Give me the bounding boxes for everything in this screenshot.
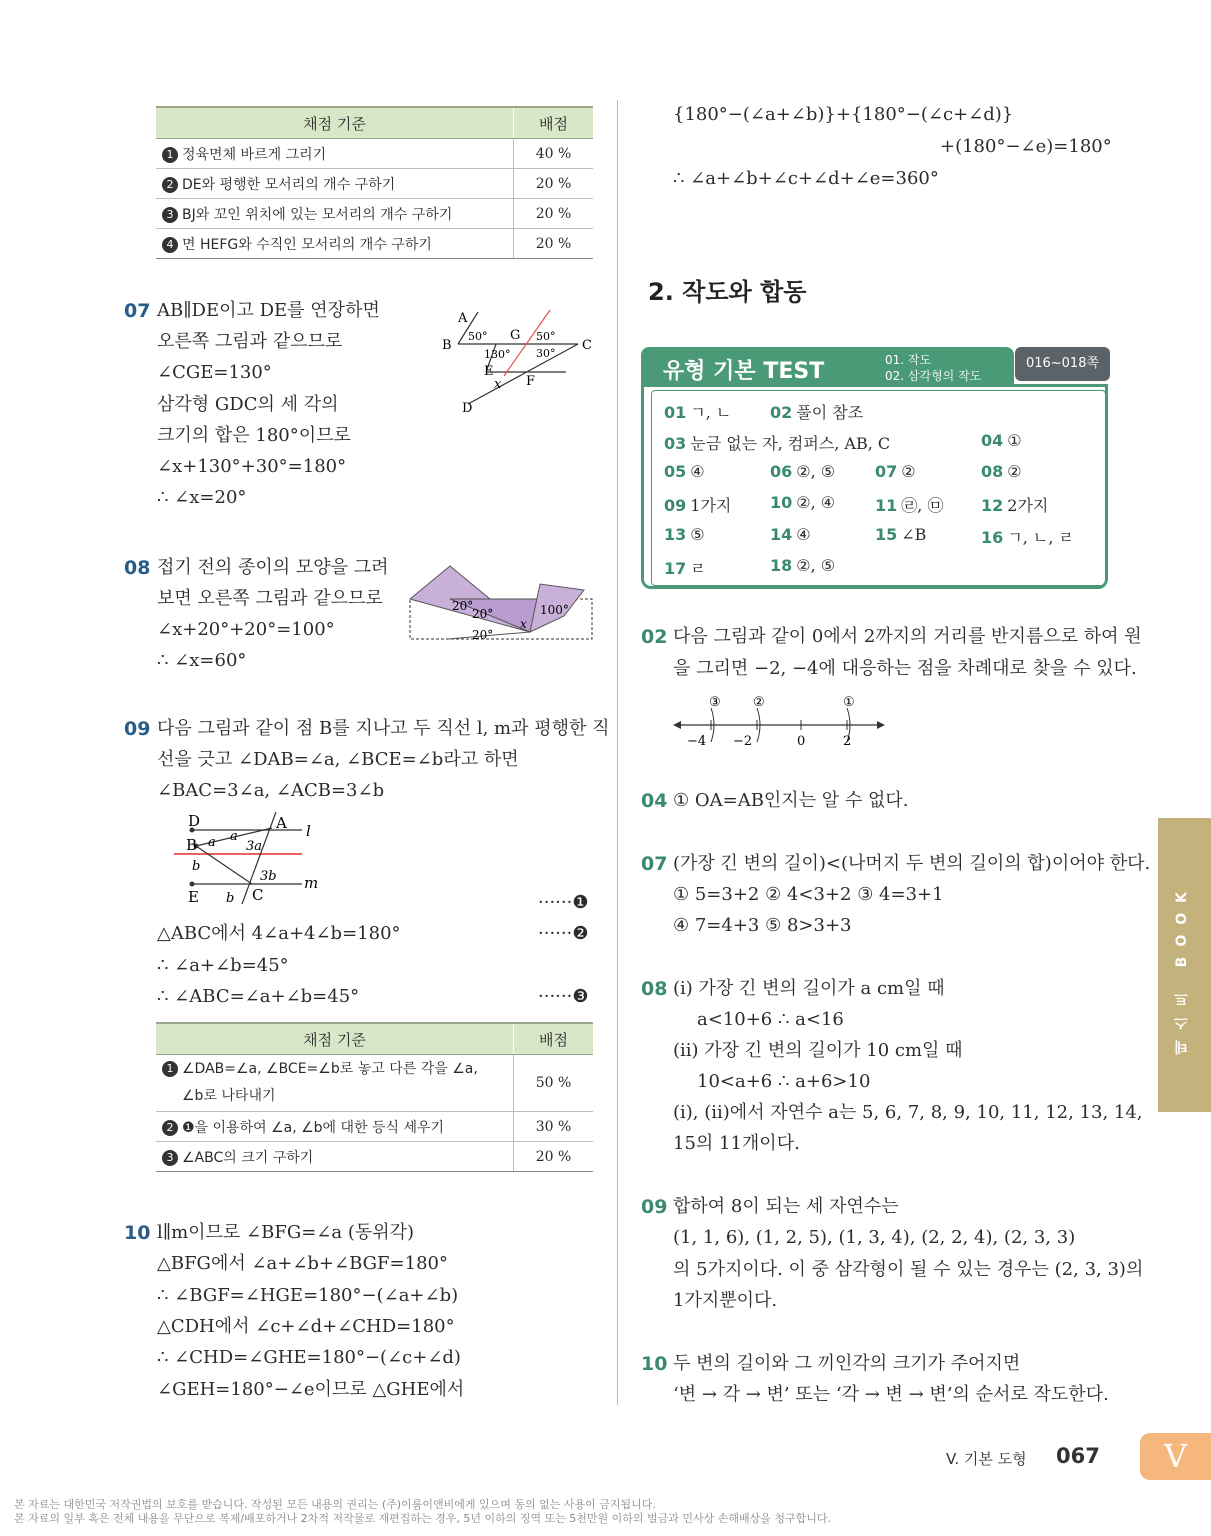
solution-line: 선을 긋고 ∠DAB=∠a, ∠BCE=∠b라고 하면 <box>157 749 519 770</box>
page-range-badge: 016~018쪽 <box>1015 347 1110 381</box>
answer-item: 10 ②, ④ <box>770 493 836 512</box>
answer-item: 08 ② <box>981 462 1022 481</box>
criteria-text: BJ와 꼬인 위치에 있는 모서리의 개수 구하기 <box>182 206 453 223</box>
solution-line: 10<a+6 ∴ a+6>10 <box>697 1071 871 1092</box>
answer-item: 05 ④ <box>664 462 705 481</box>
tick-label: −2 <box>733 734 753 749</box>
angle-b-1: b <box>192 859 201 874</box>
solution-line: ∴ ∠x=60° <box>157 650 247 671</box>
angle-100: 100° <box>540 603 569 617</box>
q07-figure <box>438 300 598 420</box>
tick-label: −4 <box>687 734 707 749</box>
step-marker: 1 <box>162 147 178 163</box>
question-number: 08 <box>124 557 151 579</box>
label-A: A <box>458 311 468 326</box>
label-F: F <box>526 374 536 389</box>
question-number: 07 <box>641 853 668 875</box>
label-D: D <box>188 812 201 830</box>
section-title: 2. 작도와 합동 <box>648 278 807 306</box>
solution-line: 합하여 8이 되는 세 자연수는 <box>673 1196 899 1217</box>
solution-line: 크기의 합은 180°이므로 <box>157 425 351 446</box>
criteria-text: DE와 평행한 모서리의 개수 구하기 <box>182 176 396 193</box>
step-mark: ······❶ <box>538 892 589 913</box>
copyright-line: 본 자료는 대한민국 저작권법의 보호를 받습니다. 작성된 모든 내용의 권리는 (주)이룸이앤비에게 있으며 동의 없는 사용이 금지됩니다. <box>14 1498 656 1511</box>
question-number: 09 <box>124 718 151 740</box>
page-number: 067 <box>1056 1444 1100 1468</box>
circle-2: ② <box>753 695 765 710</box>
angle-50-left: 50° <box>468 330 488 343</box>
angle-20-a: 20° <box>452 599 474 613</box>
q09-figure <box>172 810 332 906</box>
answer-item: 07 ② <box>875 462 916 481</box>
solution-line: ∴ ∠ABC=∠a+∠b=45° <box>157 986 360 1007</box>
circle-3: ③ <box>709 695 721 710</box>
label-x: x <box>520 617 527 631</box>
label-G: G <box>510 328 521 343</box>
solution-line: 다음 그림과 같이 0에서 2까지의 거리를 반지름으로 하여 원 <box>673 626 1142 647</box>
answer-item: 14 ④ <box>770 525 811 544</box>
solution-line: {180°−(∠a+∠b)}+{180°−(∠c+∠d)} <box>673 104 1014 125</box>
solution-line: ④ 7=4+3 ⑤ 8>3+3 <box>673 915 852 936</box>
solution-line: 15의 11개이다. <box>673 1133 800 1154</box>
solution-line: ∴ ∠a+∠b+∠c+∠d+∠e=360° <box>673 168 939 189</box>
question-number: 08 <box>641 978 668 1000</box>
solution-line: 삼각형 GDC의 세 각의 <box>157 394 339 415</box>
test-box-header <box>641 347 1014 387</box>
solution-line: ∠CGE=130° <box>157 362 272 383</box>
label-A: A <box>276 814 287 832</box>
answer-item: 18 ②, ⑤ <box>770 556 836 575</box>
solution-line: 접기 전의 종이의 모양을 그려 <box>157 557 389 578</box>
answer-item: 06 ②, ⑤ <box>770 462 836 481</box>
criteria-text: 면 HEFG와 수직인 모서리의 개수 구하기 <box>182 236 432 253</box>
answer-item: 01 ㄱ, ㄴ <box>664 403 732 422</box>
q08-figure <box>408 562 594 644</box>
table-row <box>156 1055 593 1112</box>
step-marker: 2 <box>162 1120 178 1136</box>
criteria-text: ∠DAB=∠a, ∠BCE=∠b로 놓고 다른 각을 ∠a, <box>182 1061 478 1077</box>
table-row <box>156 229 593 259</box>
angle-20-c: 20° <box>472 628 494 642</box>
solution-line: l∥m이므로 ∠BFG=∠a (동위각) <box>157 1222 415 1243</box>
answer-item: 15 ∠B <box>875 525 927 544</box>
answer-item: 12 2가지 <box>981 496 1049 515</box>
points-cell: 20 % <box>514 169 594 199</box>
solution-line: ∴ ∠x=20° <box>157 487 247 508</box>
table-row <box>156 199 593 229</box>
angle-a-2: a <box>230 829 238 844</box>
angle-3a: 3a <box>246 839 263 854</box>
solution-line: (ⅱ) 가장 긴 변의 길이가 10 cm일 때 <box>673 1040 963 1061</box>
solution-line: 오른쪽 그림과 같으므로 <box>157 331 343 352</box>
step-mark: ······❸ <box>538 986 589 1007</box>
answer-item: 09 1가지 <box>664 496 732 515</box>
score-table-2 <box>156 1022 593 1172</box>
copyright-line: 본 자료의 일부 혹은 전체 내용을 무단으로 복제/배포하거나 2차적 저작물로 재편집하는 경우, 5년 이하의 징역 또는 5천만원 이하의 벌금과 민사상 손해배상을 청구합니다. <box>14 1512 832 1525</box>
step-marker: 3 <box>162 1150 178 1166</box>
angle-b-2: b <box>226 891 235 906</box>
label-B: B <box>186 836 198 854</box>
solution-line: ∴ ∠BGF=∠HGE=180°−(∠a+∠b) <box>157 1285 459 1306</box>
step-marker: 2 <box>162 177 178 193</box>
solution-line: △CDH에서 ∠c+∠d+∠CHD=180° <box>157 1316 455 1337</box>
solution-line: 을 그리면 −2, −4에 대응하는 점을 차례대로 찾을 수 있다. <box>673 658 1137 679</box>
label-E: E <box>484 364 494 379</box>
angle-130: 130° <box>484 348 511 361</box>
side-tab <box>1158 818 1211 1112</box>
answer-item: 02 풀이 참조 <box>770 403 864 422</box>
solution-line: ① OA=AB인지는 알 수 없다. <box>673 790 909 811</box>
solution-line: ‘변 → 각 → 변’ 또는 ‘각 → 변 → 변’의 순서로 작도한다. <box>673 1384 1109 1405</box>
question-number: 07 <box>124 300 151 322</box>
label-B: B <box>442 338 452 353</box>
solution-line: 두 변의 길이와 그 끼인각의 크기가 주어지면 <box>673 1353 1021 1374</box>
solution-line: ∴ ∠a+∠b=45° <box>157 955 289 976</box>
answer-item: 11 ㉣, ㉤ <box>875 496 944 515</box>
step-mark: ······❷ <box>538 923 589 944</box>
tick-label: 0 <box>797 734 806 749</box>
question-number: 10 <box>124 1222 151 1244</box>
question-number: 10 <box>641 1353 668 1375</box>
angle-30: 30° <box>536 347 556 360</box>
points-cell: 20 % <box>514 199 594 229</box>
label-E: E <box>188 888 199 906</box>
label-D: D <box>462 401 473 416</box>
criteria-text: ∠b로 나타내기 <box>182 1088 276 1104</box>
answer-item: 13 ⑤ <box>664 525 705 544</box>
circle-1: ① <box>843 695 855 710</box>
solution-line: a<10+6 ∴ a<16 <box>697 1009 844 1030</box>
step-marker: 4 <box>162 237 178 253</box>
question-number: 02 <box>641 626 668 648</box>
question-number: 04 <box>641 790 668 812</box>
solution-line: 의 5가지이다. 이 중 삼각형이 될 수 있는 경우는 (2, 3, 3)의 <box>673 1259 1144 1280</box>
solution-line: AB∥DE이고 DE를 연장하면 <box>157 300 380 321</box>
solution-line: ∠GEH=180°−∠e이므로 △GHE에서 <box>157 1379 465 1400</box>
label-x: x <box>494 377 502 392</box>
angle-a-1: a <box>208 835 216 850</box>
solution-line: (1, 1, 6), (1, 2, 5), (1, 3, 4), (2, 2, 4), (2, 3, 3) <box>673 1227 1076 1248</box>
points-cell: 40 % <box>514 139 594 169</box>
criteria-header: 채점 기준 <box>156 107 514 139</box>
chapter-label: V. 기본 도형 <box>946 1450 1027 1468</box>
label-l: l <box>306 822 311 840</box>
table-row <box>156 139 593 169</box>
angle-3b: 3b <box>260 869 277 884</box>
solution-line: △ABC에서 4∠a+4∠b=180° <box>157 923 401 944</box>
points-header: 배점 <box>514 107 594 139</box>
solution-line: 다음 그림과 같이 점 B를 지나고 두 직선 l, m과 평행한 직 <box>157 718 610 739</box>
step-marker: 1 <box>162 1061 178 1077</box>
label-C: C <box>582 338 592 353</box>
table-row <box>156 1142 593 1172</box>
column-divider <box>617 100 618 1405</box>
solution-line: ∠BAC=3∠a, ∠ACB=3∠b <box>157 780 385 801</box>
side-tab-label: 테스트 BOOK <box>1174 882 1190 1055</box>
table-row <box>156 1112 593 1142</box>
step-marker: 3 <box>162 207 178 223</box>
number-line-figure <box>673 692 888 752</box>
criteria-text: ∠ABC의 크기 구하기 <box>182 1149 314 1166</box>
solution-line: (ⅰ), (ⅱ)에서 자연수 a는 5, 6, 7, 8, 9, 10, 11, 12, 13, 14, <box>673 1102 1143 1123</box>
solution-line: ∠x+130°+30°=180° <box>157 456 347 477</box>
angle-50-right: 50° <box>536 330 556 343</box>
score-table-1 <box>156 106 593 259</box>
test-box-title: 유형 기본 TEST <box>663 359 825 384</box>
points-header: 배점 <box>514 1023 594 1055</box>
angle-20-b: 20° <box>472 607 494 621</box>
criteria-text: 정육면체 바르게 그리기 <box>182 146 327 163</box>
chapter-roman-badge: V <box>1140 1433 1211 1480</box>
points-cell: 20 % <box>514 229 594 259</box>
answer-item: 04 ① <box>981 431 1022 450</box>
label-m: m <box>304 874 319 892</box>
points-cell: 50 % <box>514 1055 594 1112</box>
solution-line: 1가지뿐이다. <box>673 1290 778 1311</box>
solution-line: (가장 긴 변의 길이)<(나머지 두 변의 길이의 합)이어야 한다. <box>673 853 1151 874</box>
solution-line: +(180°−∠e)=180° <box>940 136 1112 157</box>
answer-item: 17 ㄹ <box>664 559 706 578</box>
criteria-text: ❶을 이용하여 ∠a, ∠b에 대한 등식 세우기 <box>182 1119 445 1136</box>
question-number: 09 <box>641 1196 668 1218</box>
tick-label: 2 <box>843 734 852 749</box>
points-cell: 30 % <box>514 1112 594 1142</box>
answer-item: 03 눈금 없는 자, 컴퍼스, AB, C <box>664 434 891 453</box>
solution-line: 보면 오른쪽 그림과 같으므로 <box>157 588 383 609</box>
criteria-header: 채점 기준 <box>156 1023 514 1055</box>
answer-item: 16 ㄱ, ㄴ, ㄹ <box>981 528 1074 547</box>
solution-line: ∠x+20°+20°=100° <box>157 619 335 640</box>
points-cell: 20 % <box>514 1142 594 1172</box>
test-box-subtitle-2: 02. 삼각형의 작도 <box>885 369 982 383</box>
solution-line: ① 5=3+2 ② 4<3+2 ③ 4=3+1 <box>673 884 944 905</box>
test-box-subtitle-1: 01. 작도 <box>885 353 932 367</box>
label-C: C <box>252 886 264 904</box>
table-row <box>156 169 593 199</box>
solution-line: ∴ ∠CHD=∠GHE=180°−(∠c+∠d) <box>157 1347 461 1368</box>
solution-line: (ⅰ) 가장 긴 변의 길이가 a cm일 때 <box>673 978 945 999</box>
solution-line: △BFG에서 ∠a+∠b+∠BGF=180° <box>157 1253 448 1274</box>
